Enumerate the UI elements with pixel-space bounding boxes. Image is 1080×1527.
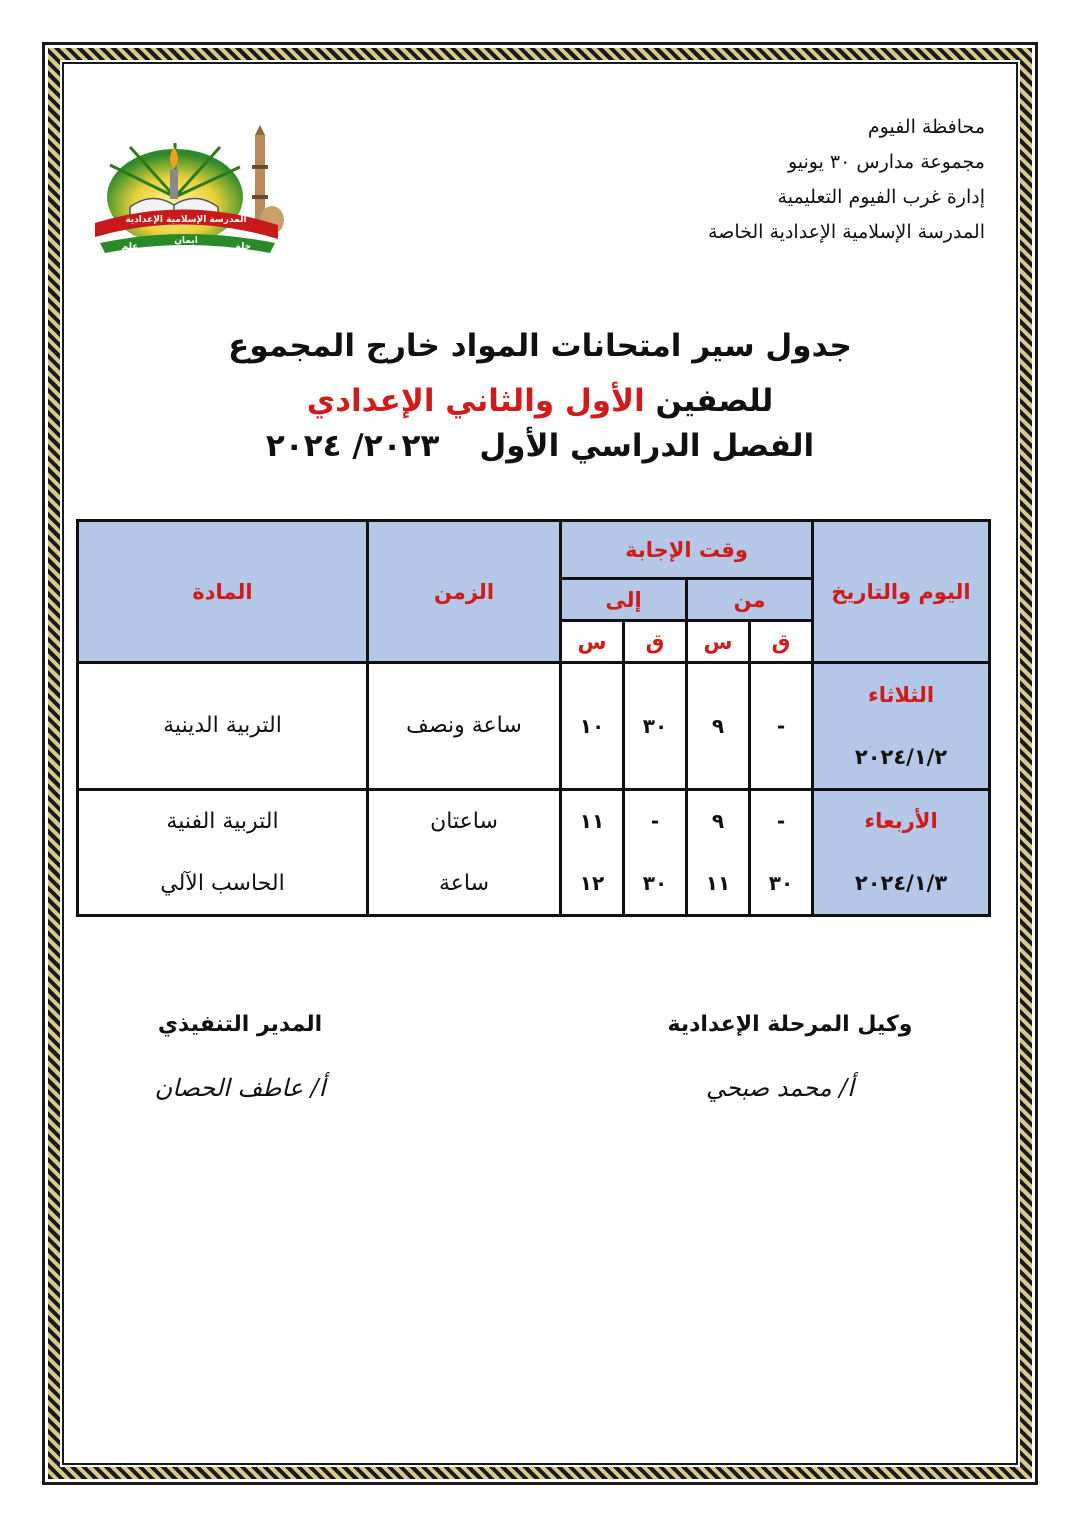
to-hours: ١٠ [561, 663, 624, 789]
signature-deputy-title: وكيل المرحلة الإعدادية [667, 1012, 913, 1037]
title-grades [100, 383, 980, 419]
header-administration: إدارة غرب الفيوم التعليمية [777, 186, 985, 208]
to-minutes: ٣٠ [624, 663, 687, 789]
day-date: ٢٠٢٤/١/٢ [854, 744, 948, 769]
header-to-minutes: ق [624, 621, 687, 663]
logo-word-iman: ايمان [174, 236, 198, 246]
from-hours: ١١ [687, 852, 750, 915]
title-term-year: ٢٠٢٣/ ٢٠٢٤ [265, 428, 440, 464]
from-hours: ٩ [687, 663, 750, 789]
school-header [565, 110, 985, 250]
header-duration: الزمن [368, 521, 561, 663]
exam-schedule-table [76, 519, 991, 917]
subject: التربية الفنية [78, 789, 368, 852]
title-grades-highlight: الأول والثاني الإعدادي [306, 383, 645, 419]
duration: ساعتان [368, 789, 561, 852]
to-minutes: - [624, 789, 687, 852]
from-hours: ٩ [687, 789, 750, 852]
signature-director-name: أ/ عاطف الحصان [154, 1074, 326, 1102]
to-minutes: ٣٠ [624, 852, 687, 915]
logo-ribbon-text: المدرسة الإسلامية الإعدادية [125, 215, 247, 225]
signature-deputy-name: أ/ محمد صبحي [706, 1074, 854, 1102]
school-logo [90, 125, 285, 265]
table-row [78, 789, 990, 852]
logo-word-khuluq: خلق [232, 242, 252, 252]
duration: ساعة [368, 852, 561, 915]
subject: الحاسب الآلي [78, 852, 368, 915]
header-from-minutes: ق [750, 621, 813, 663]
header-answer-time: وقت الإجابة [561, 521, 813, 579]
day-cell [813, 789, 990, 915]
to-hours: ١٢ [561, 852, 624, 915]
to-hours: ١١ [561, 789, 624, 852]
header-from: من [687, 579, 813, 621]
title-term-text: الفصل الدراسي الأول [479, 428, 815, 464]
title-term [100, 428, 980, 464]
title-main: جدول سير امتحانات المواد خارج المجموع [228, 328, 852, 364]
header-to: إلى [561, 579, 687, 621]
title-grades-prefix: للصفين [644, 383, 774, 419]
day-cell [813, 663, 990, 789]
logo-word-ilm: علم [121, 242, 139, 252]
header-school-name: المدرسة الإسلامية الإعدادية الخاصة [708, 221, 985, 243]
day-name: الثلاثاء [867, 683, 935, 708]
header-governorate: محافظة الفيوم [867, 116, 985, 138]
header-from-hours: س [687, 621, 750, 663]
signature-director-title: المدير التنفيذي [157, 1012, 323, 1037]
day-name: الأربعاء [864, 809, 938, 834]
subject: التربية الدينية [78, 663, 368, 789]
table-row [78, 663, 990, 789]
duration: ساعة ونصف [368, 663, 561, 789]
header-to-hours: س [561, 621, 624, 663]
from-minutes: - [750, 663, 813, 789]
from-minutes: - [750, 789, 813, 852]
from-minutes: ٣٠ [750, 852, 813, 915]
header-subject: المادة [78, 521, 368, 663]
day-date: ٢٠٢٤/١/٣ [854, 871, 948, 896]
header-day-date: اليوم والتاريخ [813, 521, 990, 663]
header-school-group: مجموعة مدارس ٣٠ يونيو [787, 151, 985, 173]
